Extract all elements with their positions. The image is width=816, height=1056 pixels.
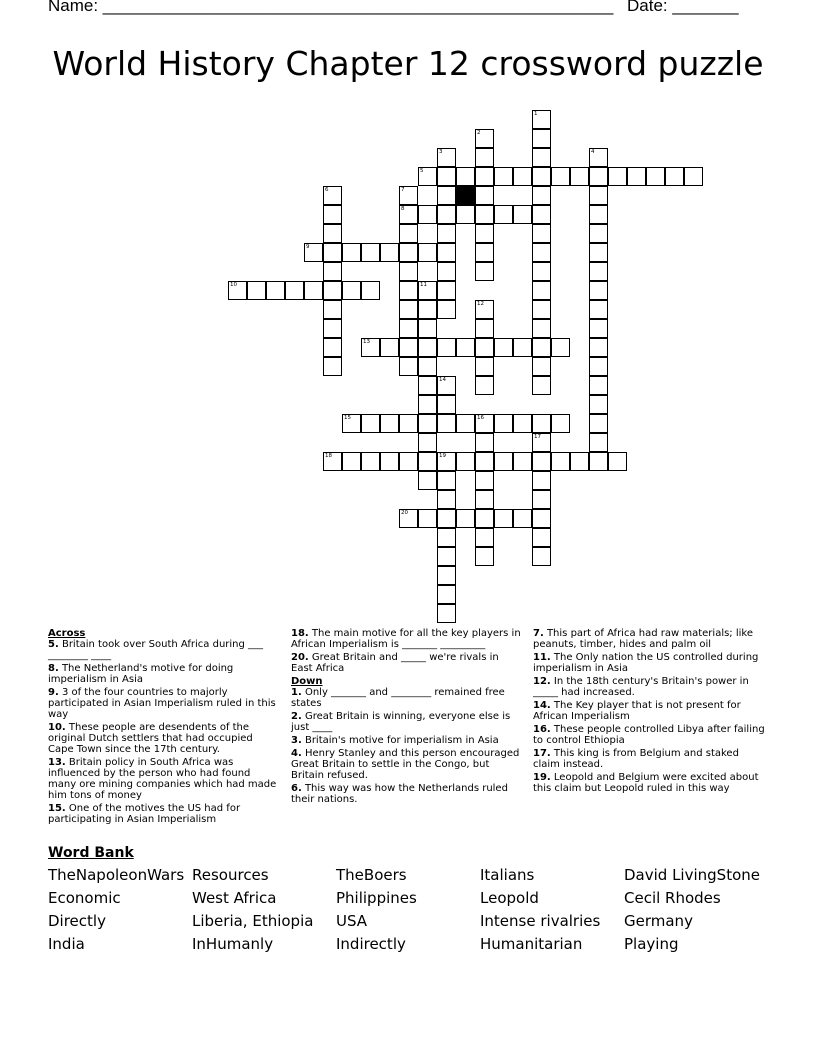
grid-cell[interactable]: [627, 167, 646, 186]
grid-cell[interactable]: [589, 167, 608, 186]
grid-cell[interactable]: [589, 262, 608, 281]
grid-cell[interactable]: [532, 471, 551, 490]
grid-cell[interactable]: [532, 376, 551, 395]
grid-cell[interactable]: [589, 376, 608, 395]
clue-number: 9: [306, 244, 310, 250]
grid-cell[interactable]: [399, 300, 418, 319]
grid-cell[interactable]: [418, 452, 437, 471]
grid-cell[interactable]: [342, 452, 361, 471]
clue-number: 1: [534, 111, 538, 117]
grid-cell[interactable]: [380, 243, 399, 262]
grid-cell[interactable]: [437, 395, 456, 414]
grid-cell[interactable]: [475, 319, 494, 338]
grid-cell[interactable]: [608, 452, 627, 471]
grid-cell[interactable]: [475, 205, 494, 224]
grid-cell[interactable]: [532, 338, 551, 357]
grid-cell[interactable]: [361, 281, 380, 300]
clue-number: 5: [420, 168, 424, 174]
grid-cell[interactable]: [342, 243, 361, 262]
grid-cell[interactable]: [532, 262, 551, 281]
word-bank-item: TheNapoleonWars: [48, 866, 185, 884]
grid-cell[interactable]: [437, 547, 456, 566]
grid-cell[interactable]: [475, 262, 494, 281]
grid-cell[interactable]: [304, 243, 323, 262]
clue-number: 3: [439, 149, 443, 155]
grid-cell[interactable]: [475, 471, 494, 490]
word-bank-item: David LivingStone: [624, 866, 760, 884]
grid-cell[interactable]: [513, 167, 532, 186]
across-heading: Across: [48, 628, 86, 639]
grid-cell[interactable]: [437, 490, 456, 509]
grid-cell[interactable]: [475, 338, 494, 357]
grid-cell[interactable]: [304, 281, 323, 300]
clues-column-3: [533, 628, 765, 796]
word-bank-item: Germany: [624, 912, 693, 930]
word-bank-item: Italians: [480, 866, 535, 884]
clue-number: 19: [439, 453, 446, 459]
grid-cell[interactable]: [513, 509, 532, 528]
grid-cell[interactable]: [494, 414, 513, 433]
grid-cell[interactable]: [323, 186, 342, 205]
grid-cell[interactable]: [494, 509, 513, 528]
grid-cell[interactable]: [437, 452, 456, 471]
down-clue-19: 19. Leopold and Belgium were excited about this claim but Leopold ruled in this way: [533, 772, 759, 794]
grid-cell[interactable]: [323, 319, 342, 338]
grid-cell[interactable]: [532, 528, 551, 547]
grid-cell[interactable]: [437, 604, 456, 623]
down-clue-3: 3. Britain's motive for imperialism in Asia: [291, 735, 499, 746]
grid-cell[interactable]: [475, 376, 494, 395]
word-bank-item: Economic: [48, 889, 121, 907]
page-title: World History Chapter 12 crossword puzzle: [52, 44, 764, 83]
grid-cell[interactable]: [532, 281, 551, 300]
clues-column-2: [291, 628, 521, 807]
grid-cell[interactable]: [475, 300, 494, 319]
grid-cell[interactable]: [456, 167, 475, 186]
grid-cell[interactable]: [456, 452, 475, 471]
grid-cell[interactable]: [570, 167, 589, 186]
word-bank-item: USA: [336, 912, 368, 930]
grid-cell[interactable]: [399, 357, 418, 376]
word-bank-item: Indirectly: [336, 935, 406, 953]
down-clue-12: 12. In the 18th century's Britain's power in _____ had increased.: [533, 676, 749, 698]
word-bank-item: Leopold: [480, 889, 539, 907]
grid-cell[interactable]: [228, 281, 247, 300]
grid-cell[interactable]: [475, 452, 494, 471]
across-clue-18: 18. The main motive for all the key players in African Imperialism is _______ _________: [291, 628, 521, 650]
grid-cell[interactable]: [437, 281, 456, 300]
name-field[interactable]: Name: ______________________________________________________: [48, 0, 614, 15]
grid-cell[interactable]: [323, 224, 342, 243]
grid-cell[interactable]: [475, 243, 494, 262]
grid-cell[interactable]: [418, 300, 437, 319]
grid-cell[interactable]: [475, 490, 494, 509]
word-bank-item: Directly: [48, 912, 106, 930]
down-clue-2: 2. Great Britain is winning, everyone else is just ____: [291, 711, 511, 733]
grid-cell[interactable]: [532, 224, 551, 243]
grid-cell[interactable]: [437, 300, 456, 319]
grid-cell[interactable]: [323, 243, 342, 262]
grid-cell[interactable]: [551, 167, 570, 186]
grid-cell[interactable]: [532, 186, 551, 205]
grid-cell[interactable]: [361, 243, 380, 262]
grid-cell[interactable]: [475, 224, 494, 243]
grid-cell[interactable]: [475, 148, 494, 167]
grid-cell[interactable]: [399, 452, 418, 471]
grid-cell[interactable]: [494, 205, 513, 224]
grid-cell[interactable]: [418, 281, 437, 300]
grid-cell[interactable]: [532, 243, 551, 262]
grid-cell[interactable]: [532, 452, 551, 471]
grid-cell[interactable]: [589, 319, 608, 338]
grid-cell[interactable]: [418, 357, 437, 376]
grid-cell[interactable]: [551, 338, 570, 357]
grid-cell[interactable]: [418, 395, 437, 414]
grid-cell[interactable]: [323, 205, 342, 224]
grid-cell[interactable]: [418, 243, 437, 262]
word-bank-item: Humanitarian: [480, 935, 583, 953]
grid-cell[interactable]: [551, 452, 570, 471]
grid-cell[interactable]: [437, 376, 456, 395]
grid-cell[interactable]: [418, 319, 437, 338]
grid-cell[interactable]: [684, 167, 703, 186]
grid-cell[interactable]: [361, 414, 380, 433]
grid-cell[interactable]: [418, 205, 437, 224]
grid-cell[interactable]: [513, 452, 532, 471]
word-bank-item: Playing: [624, 935, 679, 953]
grid-cell[interactable]: [361, 452, 380, 471]
grid-cell[interactable]: [532, 357, 551, 376]
grid-cell[interactable]: [266, 281, 285, 300]
grid-cell[interactable]: [437, 585, 456, 604]
grid-cell[interactable]: [475, 414, 494, 433]
grid-cell[interactable]: [361, 338, 380, 357]
clue-number: 6: [325, 187, 329, 193]
grid-cell[interactable]: [437, 167, 456, 186]
grid-cell[interactable]: [532, 110, 551, 129]
across-clue-15: 15. One of the motives the US had for participating in Asian Imperialism: [48, 803, 241, 825]
grid-cell[interactable]: [589, 148, 608, 167]
grid-cell[interactable]: [589, 300, 608, 319]
grid-cell[interactable]: [380, 414, 399, 433]
grid-cell[interactable]: [247, 281, 266, 300]
across-clue-8: 8. The Netherland's motive for doing imperialism in Asia: [48, 663, 234, 685]
grid-cell[interactable]: [437, 243, 456, 262]
grid-cell[interactable]: [456, 205, 475, 224]
down-clue-11: 11. The Only nation the US controlled during imperialism in Asia: [533, 652, 759, 674]
clue-number: 8: [401, 206, 405, 212]
grid-cell[interactable]: [342, 414, 361, 433]
clue-number: 12: [477, 301, 484, 307]
grid-cell[interactable]: [532, 205, 551, 224]
clue-number: 20: [401, 510, 408, 516]
grid-cell[interactable]: [323, 338, 342, 357]
grid-cell[interactable]: [437, 338, 456, 357]
grid-cell[interactable]: [665, 167, 684, 186]
grid-cell[interactable]: [323, 357, 342, 376]
grid-cell[interactable]: [418, 414, 437, 433]
across-clue-10: 10. These people are desendents of the original Dutch settlers that had occupied Cape Town since the 17th century.: [48, 722, 253, 755]
grid-cell[interactable]: [399, 224, 418, 243]
clue-number: 7: [401, 187, 405, 193]
grid-cell[interactable]: [342, 281, 361, 300]
grid-cell[interactable]: [589, 186, 608, 205]
grid-cell[interactable]: [456, 338, 475, 357]
grid-cell[interactable]: [437, 566, 456, 585]
grid-cell[interactable]: [399, 319, 418, 338]
grid-cell[interactable]: [608, 167, 627, 186]
grid-cell[interactable]: [475, 433, 494, 452]
grid-cell[interactable]: [589, 224, 608, 243]
grid-cell[interactable]: [532, 414, 551, 433]
down-clue-7: 7. This part of Africa had raw materials; like peanuts, timber, hides and palm oil: [533, 628, 753, 650]
down-clue-17: 17. This king is from Belgium and staked claim instead.: [533, 748, 739, 770]
grid-cell[interactable]: [399, 509, 418, 528]
grid-cell[interactable]: [475, 528, 494, 547]
grid-cell[interactable]: [456, 414, 475, 433]
grid-cell[interactable]: [323, 281, 342, 300]
grid-cell[interactable]: [456, 509, 475, 528]
clue-number: 14: [439, 377, 446, 383]
grid-cell[interactable]: [494, 452, 513, 471]
grid-cell[interactable]: [532, 148, 551, 167]
word-bank-item: India: [48, 935, 85, 953]
grid-cell[interactable]: [437, 148, 456, 167]
across-clue-13: 13. Britain policy in South Africa was influenced by the person who had found many ore mining companies which had made him tons of money: [48, 757, 277, 801]
grid-cell[interactable]: [437, 509, 456, 528]
grid-cell[interactable]: [380, 452, 399, 471]
down-clue-4: 4. Henry Stanley and this person encouraged Great Britain to settle in the Congo, but Britain refused.: [291, 748, 520, 781]
grid-cell[interactable]: [589, 281, 608, 300]
down-clue-6: 6. This way was how the Netherlands ruled their nations.: [291, 783, 508, 805]
grid-cell[interactable]: [475, 547, 494, 566]
down-clue-14: 14. The Key player that is not present for African Imperialism: [533, 700, 741, 722]
word-bank-item: West Africa: [192, 889, 277, 907]
clues-column-1: [48, 628, 280, 827]
grid-cell[interactable]: [380, 338, 399, 357]
grid-cell[interactable]: [589, 414, 608, 433]
grid-cell[interactable]: [437, 205, 456, 224]
across-clue-5: 5. Britain took over South Africa during ___ ________ ____: [48, 639, 264, 661]
clue-number: 13: [363, 339, 370, 345]
grid-cell[interactable]: [418, 471, 437, 490]
grid-cell[interactable]: [437, 471, 456, 490]
grid-cell[interactable]: [532, 547, 551, 566]
grid-cell[interactable]: [532, 319, 551, 338]
clue-number: 15: [344, 415, 351, 421]
word-bank-item: Resources: [192, 866, 269, 884]
grid-cell[interactable]: [399, 414, 418, 433]
grid-cell[interactable]: [323, 300, 342, 319]
grid-cell[interactable]: [589, 452, 608, 471]
grid-black-cell: [456, 186, 475, 205]
grid-cell[interactable]: [418, 509, 437, 528]
grid-cell[interactable]: [399, 205, 418, 224]
grid-cell[interactable]: [532, 509, 551, 528]
clue-number: 2: [477, 130, 481, 136]
word-bank: [48, 866, 768, 958]
grid-cell[interactable]: [513, 414, 532, 433]
grid-cell[interactable]: [285, 281, 304, 300]
clue-number: 4: [591, 149, 595, 155]
grid-cell[interactable]: [418, 338, 437, 357]
clue-number: 16: [477, 415, 484, 421]
word-bank-item: Philippines: [336, 889, 417, 907]
grid-cell[interactable]: [437, 224, 456, 243]
word-bank-item: Intense rivalries: [480, 912, 601, 930]
grid-cell[interactable]: [532, 300, 551, 319]
grid-cell[interactable]: [551, 414, 570, 433]
grid-cell[interactable]: [437, 528, 456, 547]
clue-number: 11: [420, 282, 427, 288]
grid-cell[interactable]: [532, 490, 551, 509]
across-clue-9: 9. 3 of the four countries to majorly participated in Asian Imperialism ruled in this way: [48, 687, 276, 720]
grid-cell[interactable]: [418, 376, 437, 395]
grid-cell[interactable]: [589, 433, 608, 452]
grid-cell[interactable]: [399, 281, 418, 300]
grid-cell[interactable]: [418, 167, 437, 186]
clue-number: 18: [325, 453, 332, 459]
grid-cell[interactable]: [570, 452, 589, 471]
grid-cell[interactable]: [399, 243, 418, 262]
grid-cell[interactable]: [589, 357, 608, 376]
grid-cell[interactable]: [646, 167, 665, 186]
word-bank-item: TheBoers: [336, 866, 407, 884]
grid-cell[interactable]: [437, 414, 456, 433]
grid-cell[interactable]: [323, 262, 342, 281]
grid-cell[interactable]: [589, 395, 608, 414]
grid-cell[interactable]: [475, 129, 494, 148]
down-clue-1: 1. Only _______ and ________ remained free states: [291, 687, 505, 709]
grid-cell[interactable]: [589, 243, 608, 262]
grid-cell[interactable]: [399, 262, 418, 281]
clue-number: 10: [230, 282, 237, 288]
grid-cell[interactable]: [437, 262, 456, 281]
grid-cell[interactable]: [475, 167, 494, 186]
grid-cell[interactable]: [323, 452, 342, 471]
grid-cell[interactable]: [399, 186, 418, 205]
down-clue-16: 16. These people controlled Libya after failing to control Ethiopia: [533, 724, 765, 746]
grid-cell[interactable]: [475, 357, 494, 376]
word-bank-item: InHumanly: [192, 935, 274, 953]
clue-number: 17: [534, 434, 541, 440]
down-heading: Down: [291, 676, 323, 687]
grid-cell[interactable]: [437, 186, 456, 205]
grid-cell[interactable]: [532, 433, 551, 452]
grid-cell[interactable]: [418, 433, 437, 452]
date-field[interactable]: Date: _______: [627, 0, 739, 15]
across-clue-20: 20. Great Britain and _____ we're rivals in East Africa: [291, 652, 499, 674]
grid-cell[interactable]: [494, 338, 513, 357]
grid-cell[interactable]: [532, 167, 551, 186]
grid-cell[interactable]: [589, 205, 608, 224]
grid-cell[interactable]: [532, 129, 551, 148]
grid-cell[interactable]: [494, 167, 513, 186]
grid-cell[interactable]: [475, 186, 494, 205]
word-bank-item: Cecil Rhodes: [624, 889, 721, 907]
word-bank-title: Word Bank: [48, 845, 134, 861]
word-bank-item: Liberia, Ethiopia: [192, 912, 314, 930]
grid-cell[interactable]: [513, 338, 532, 357]
grid-cell[interactable]: [399, 338, 418, 357]
grid-cell[interactable]: [589, 338, 608, 357]
grid-cell[interactable]: [513, 205, 532, 224]
grid-cell[interactable]: [475, 509, 494, 528]
